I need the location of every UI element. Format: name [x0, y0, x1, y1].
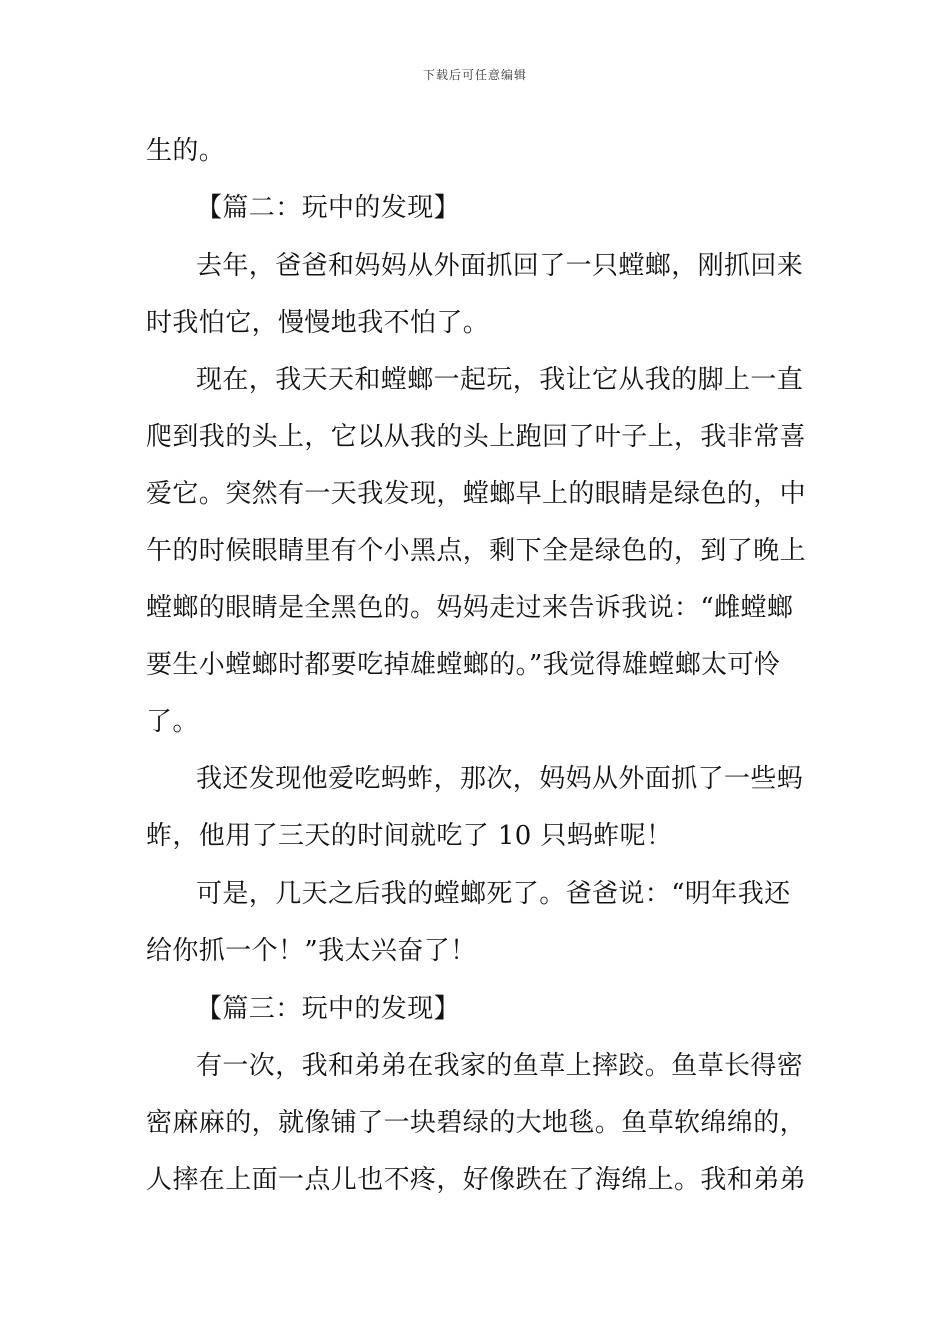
- text-line: 蚱，他用了三天的时间就吃了 10 只蚂蚱呢！: [146, 821, 673, 851]
- section-heading: 【篇二：玩中的发现】: [196, 193, 461, 223]
- text-line: 了。: [146, 707, 199, 737]
- text-line: 螳螂的眼睛是全黑色的。妈妈走过来告诉我说：“雌螳螂: [146, 593, 794, 623]
- page-header: 下载后可任意编辑: [422, 68, 527, 82]
- text-line: 人摔在上面一点儿也不疼，好像跌在了海绵上。我和弟弟: [146, 1165, 807, 1195]
- text-line: 我还发现他爱吃蚂蚱，那次，妈妈从外面抓了一些蚂: [196, 764, 804, 794]
- text-line: 爬到我的头上，它以从我的头上跑回了叶子上，我非常喜: [146, 422, 807, 452]
- section-heading: 【篇三：玩中的发现】: [196, 994, 461, 1024]
- text-line: 有一次，我和弟弟在我家的鱼草上摔跤。鱼草长得密: [196, 1051, 804, 1081]
- text-line: 去年，爸爸和妈妈从外面抓回了一只螳螂，刚抓回来: [196, 251, 804, 281]
- text-line: 生的。: [146, 136, 226, 166]
- text-line: 要生小螳螂时都要吃掉雄螳螂的。”我觉得雄螳螂太可怜: [146, 650, 781, 680]
- text-line: 爱它。突然有一天我发现，螳螂早上的眼睛是绿色的，中: [146, 479, 807, 509]
- text-line: 现在，我天天和螳螂一起玩，我让它从我的脚上一直: [196, 365, 804, 395]
- text-line: 密麻麻的，就像铺了一块碧绿的大地毯。鱼草软绵绵的，: [146, 1108, 807, 1138]
- text-line: 午的时候眼睛里有个小黑点，剩下全是绿色的，到了晚上: [146, 536, 807, 566]
- text-line: 可是，几天之后我的螳螂死了。爸爸说：“明年我还: [196, 879, 791, 909]
- text-line: 时我怕它，慢慢地我不怕了。: [146, 308, 490, 338]
- text-line: 给你抓一个！”我太兴奋了！: [146, 936, 477, 966]
